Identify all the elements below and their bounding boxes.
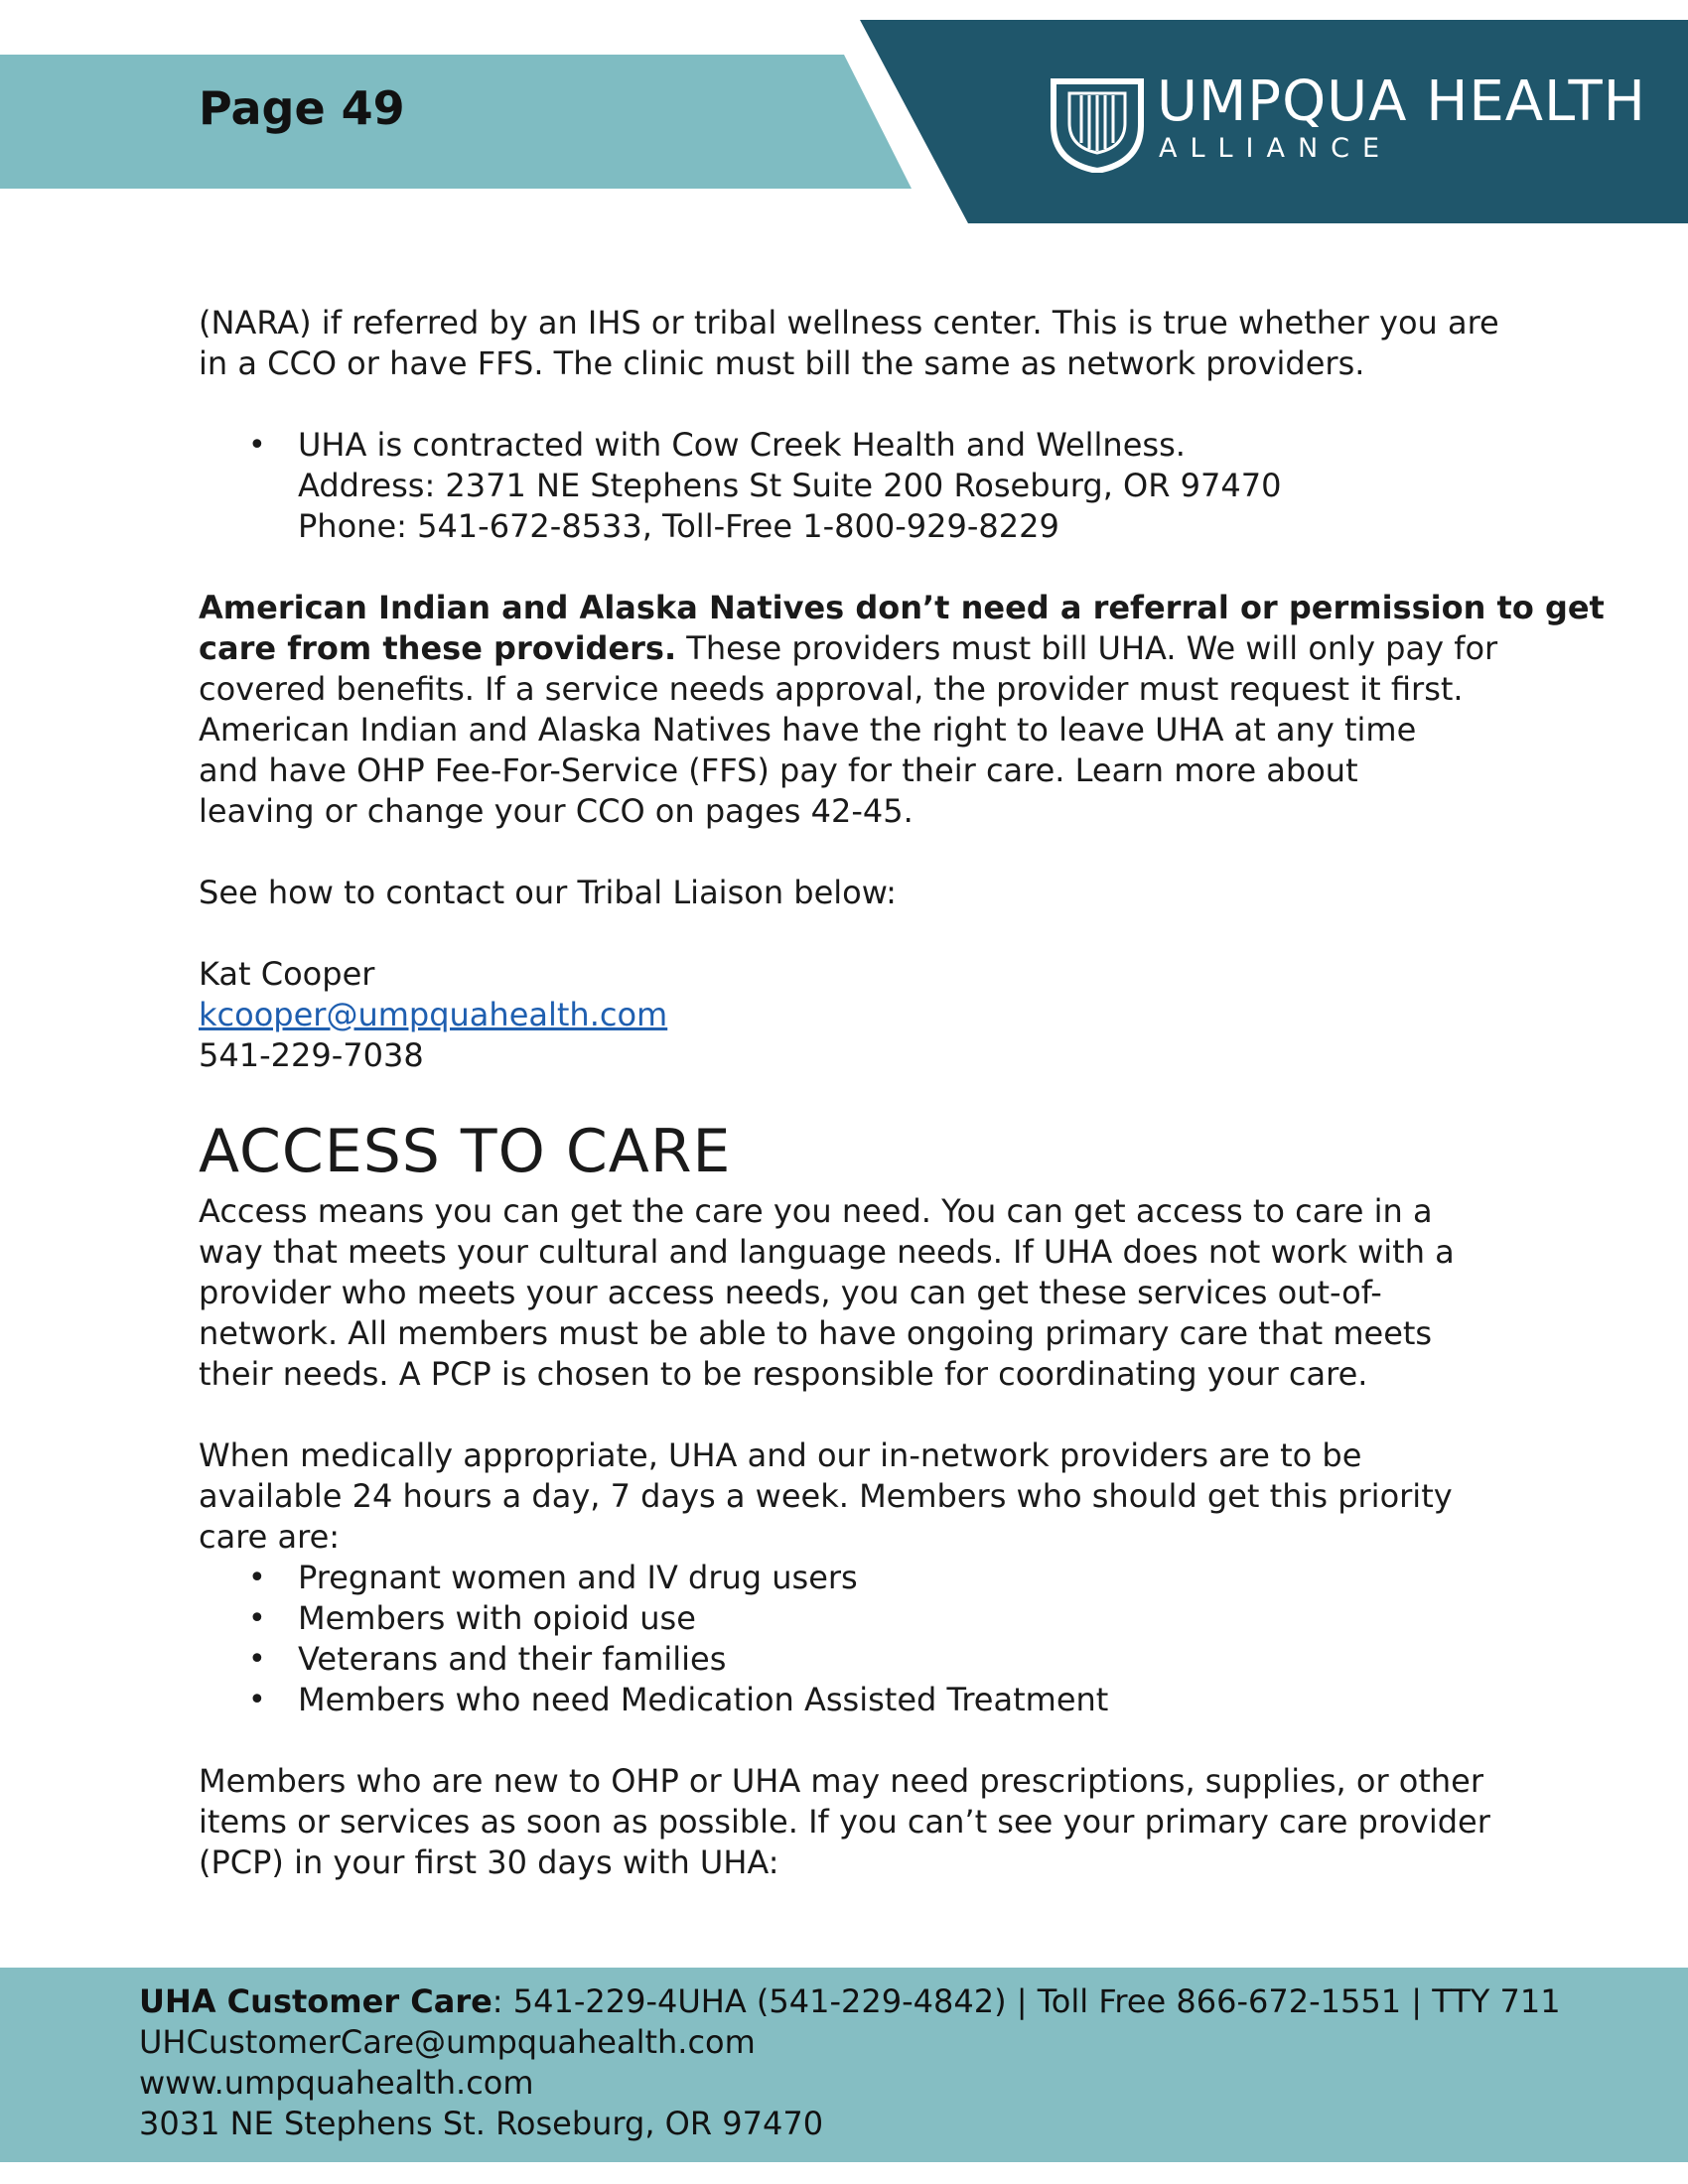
footer-care-numbers: : 541-229-4UHA (541-229-4842) | Toll Free 866-672-1551 | TTY 711	[492, 1982, 1561, 2020]
footer-care-line	[139, 1981, 1561, 2022]
priority-line: care are:	[199, 1518, 341, 1556]
priority-item: Pregnant women and IV drug users	[298, 1559, 858, 1596]
contract-line: UHA is contracted with Cow Creek Health and Wellness.	[298, 426, 1186, 464]
new-member-line: Members who are new to OHP or UHA may need prescriptions, supplies, or other	[199, 1762, 1484, 1800]
access-line: way that meets your cultural and language needs. If UHA does not work with a	[199, 1233, 1455, 1271]
access-line: provider who meets your access needs, you can get these services out-of-	[199, 1274, 1382, 1311]
ai-mixed-line	[199, 628, 1497, 669]
ai-bold-fragment: care from these providers.	[199, 629, 677, 667]
bullet-icon: •	[248, 1561, 266, 1595]
intro-line: (NARA) if referred by an IHS or tribal wellness center. This is true whether you are	[199, 304, 1499, 341]
intro-line: in a CCO or have FFS. The clinic must bill the same as network providers.	[199, 344, 1365, 382]
ai-line: American Indian and Alaska Natives have the right to leave UHA at any time	[199, 711, 1417, 749]
priority-item: Veterans and their families	[298, 1640, 727, 1678]
contract-address: Address: 2371 NE Stephens St Suite 200 Roseburg, OR 97470	[298, 467, 1282, 504]
priority-line: When medically appropriate, UHA and our in-network providers are to be	[199, 1436, 1362, 1474]
footer-care-label: UHA Customer Care	[139, 1982, 492, 2020]
access-line: Access means you can get the care you need. You can get access to care in a	[199, 1192, 1433, 1230]
uha-logo	[1048, 69, 1646, 179]
logo-title: UMPQUA HEALTH	[1157, 69, 1646, 134]
footer-text	[139, 1981, 1561, 2144]
access-line: network. All members must be able to have ongoing primary care that meets	[199, 1314, 1433, 1352]
liaison-intro: See how to contact our Tribal Liaison below:	[199, 874, 897, 911]
new-member-line: items or services as soon as possible. If you can’t see your primary care provider	[199, 1803, 1490, 1841]
bullet-icon: •	[248, 1642, 266, 1677]
liaison-phone: 541-229-7038	[199, 1036, 424, 1074]
new-member-line: (PCP) in your first 30 days with UHA:	[199, 1843, 779, 1881]
ai-line: leaving or change your CCO on pages 42-45.	[199, 792, 914, 830]
footer-address: 3031 NE Stephens St. Roseburg, OR 97470	[139, 2105, 824, 2142]
contract-phone: Phone: 541-672-8533, Toll-Free 1-800-929-8229	[298, 507, 1059, 545]
liaison-name: Kat Cooper	[199, 955, 375, 993]
page-number: Page 49	[199, 81, 405, 135]
priority-line: available 24 hours a day, 7 days a week. Members who should get this priority	[199, 1477, 1453, 1515]
access-heading: ACCESS TO CARE	[199, 1117, 732, 1186]
ai-line: and have OHP Fee-For-Service (FFS) pay for their care. Learn more about	[199, 751, 1358, 789]
ai-bold-line: American Indian and Alaska Natives don’t need a referral or permission to get	[199, 589, 1605, 626]
footer-website[interactable]: www.umpquahealth.com	[139, 2064, 534, 2102]
header-light-band	[0, 55, 912, 189]
priority-item: Members with opioid use	[298, 1599, 696, 1637]
bullet-icon: •	[248, 428, 266, 463]
footer-band	[0, 1968, 1688, 2162]
access-line: their needs. A PCP is chosen to be responsible for coordinating your care.	[199, 1355, 1368, 1393]
bullet-icon: •	[248, 1601, 266, 1636]
footer-email[interactable]: UHCustomerCare@umpquahealth.com	[139, 2023, 756, 2061]
ai-line: covered benefits. If a service needs approval, the provider must request it first.	[199, 670, 1464, 708]
logo-subtitle: ALLIANCE	[1159, 133, 1393, 164]
liaison-email-link[interactable]: kcooper@umpquahealth.com	[199, 996, 668, 1033]
shield-logo-icon	[1048, 73, 1147, 173]
ai-rest-fragment: These providers must bill UHA. We will only pay for	[676, 629, 1498, 667]
bullet-icon: •	[248, 1683, 266, 1717]
priority-item: Members who need Medication Assisted Treatment	[298, 1681, 1109, 1718]
